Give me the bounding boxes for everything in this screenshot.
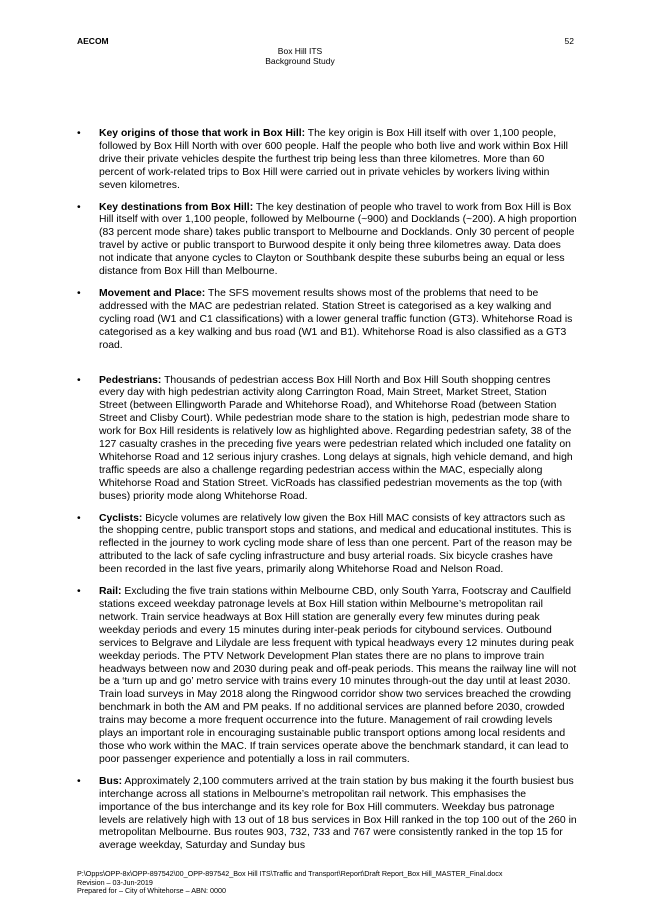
bullet-item-bus	[77, 776, 577, 853]
document-title-line-2: Background Study	[265, 56, 335, 66]
bullet-icon: •	[77, 586, 81, 598]
bullet-icon: •	[77, 775, 81, 787]
footer-revision: Revision – 03-Jun-2019	[77, 877, 153, 887]
bullet-text: Excluding the five train stations within Melbourne CBD, only South Yarra, Footscray and Caulfield stations exceed weekday patronage levels at Box Hill station within Melbourne’s metropolitan rail network. Train service headways at Box Hill station are generally every few minutes during peak weekday periods and every 15 minutes during inter-peak periods for citybound services. Outbound services to Belgrave and Lilydale are less frequent with typical headways every 12 minutes during peak weekday periods. The PTV Network Development Plan states there are no plans to improve train headways between now and 2030 during peak and off-peak periods. This means the railway line will not be a ‘turn up and go’ metro service with trains every 10 minutes through-out the day until at least 2030. Train load surveys in May 2018 along the Ringwood corridor show two services breached the crowding benchmark in both the AM and PM peaks. If no additional services are planned before 2030, crowded trains may become a more frequent occurrence into the future. Management of rail crowding levels plays an important role in encouraging sustainable public transport options among local residents and those who work within the MAC. If train services operate above the benchmark standard, it can lead to poor passenger experience and potentially a loss in rail commuters.	[99, 586, 577, 765]
page-number: 52	[564, 36, 574, 46]
bullet-lead: Bus:	[99, 775, 123, 787]
bullet-lead: Movement and Place:	[99, 287, 206, 299]
bullet-text: The key origin is Box Hill itself with over 1,100 people, followed by Box Hill North with over 600 people. Half the people who both live and work within Box Hill drive their private vehicles despite the furthest trip being less than three kilometres. More than 60 percent of work-related trips to Box Hill were carried out in private vehicles by workers living within seven kilometres.	[99, 128, 568, 191]
footer-prepared-for: Prepared for – City of Whitehorse – ABN: 0000	[77, 886, 227, 896]
bullet-item-key-origins	[77, 128, 577, 193]
bullet-text: Thousands of pedestrian access Box Hill North and Box Hill South shopping centres every day with high pedestrian activity along Carrington Road, Main Street, Market Street, Station Street (between Ellingworth Parade and Whitehorse Road), and Whitehorse Road (between Station Street and Clisby Court). While pedestrian mode share to the station is high, pedestrian mode share to work for Box Hill residents is relatively low as highlighted above. Regarding pedestrian safety, 38 of the 127 casualty crashes in the preceding five years were pedestrian related which included one fatality on Whitehorse Road and 12 serious injury crashes. Long delays at signals, high vehicle demand, and high traffic speeds are also a challenge regarding pedestrian access within the MAC, especially along Whitehorse Road and Station Street. VicRoads has classified pedestrian movements as the top (with buses) priority mode along Whitehorse Road.	[99, 374, 573, 502]
bullet-lead: Key origins of those that work in Box Hill:	[99, 128, 306, 139]
bullet-item-rail	[77, 586, 577, 767]
bullet-lead: Key destinations from Box Hill:	[99, 201, 254, 213]
bullet-text: The key destination of people who travel to work from Box Hill is Box Hill itself with over 1,100 people, followed by Melbourne (~900) and Docklands (~200). A high proportion (83 percent mode share) takes public transport to Melbourne and Docklands. Only 30 percent of people travel by active or public transport to Burwood despite it only being three kilometres away. Data does not indicate that anyone cycles to Clayton or Southbank despite these suburbs being an equal or less distance from Box Hill than Melbourne.	[99, 201, 577, 278]
document-title-line-1: Box Hill ITS	[277, 46, 323, 56]
bullet-text: The SFS movement results shows most of the problems that need to be addressed with the MAC are pedestrian related. Station Street is categorised as a key walking and cycling road (W1 and C1 classifications) with a lower general traffic function (GT3). Whitehorse Road is categorised as a key walking and bus road (W1 and B1). Whitehorse Road is also classified as a GT3 road.	[99, 287, 573, 351]
bullet-lead: Cyclists:	[99, 512, 143, 524]
body-content	[77, 128, 577, 862]
document-title	[230, 46, 370, 66]
bullet-item-pedestrians	[77, 375, 577, 504]
bullet-item-key-destinations	[77, 202, 577, 279]
bullet-icon: •	[77, 512, 81, 524]
bullet-icon: •	[77, 128, 81, 139]
footer-file-path: P:\Opps\OPP-8x\OPP-897542\00_OPP-897542_Box Hill ITS\Traffic and Transport\Report\Draft Report_Box Hill_MASTER_Final.docx	[77, 869, 503, 878]
bullet-lead: Rail:	[99, 586, 122, 598]
page-footer	[77, 870, 502, 896]
bullet-lead: Pedestrians:	[99, 374, 162, 386]
bullet-icon: •	[77, 287, 81, 299]
company-name: AECOM	[77, 36, 109, 46]
bullet-item-cyclists	[77, 513, 577, 578]
bullet-icon: •	[77, 374, 81, 386]
bullet-icon: •	[77, 201, 81, 213]
bullet-text: Approximately 2,100 commuters arrived at the train station by bus making it the fourth busiest bus interchange across all stations in Melbourne’s metropolitan rail network. This emphasises the importance of the bus interchange and its key role for Box Hill commuters. Weekday bus patronage levels are relatively high with 13 out of 18 bus services in Box Hill ranked in the top 100 out of the 260 in metropolitan Melbourne. Bus routes 903, 732, 733 and 767 were consistently ranked in the top 15 for average weekday, Saturday and Sunday bus	[99, 775, 577, 852]
bullet-list	[77, 128, 577, 853]
bullet-item-movement-and-place	[77, 288, 577, 353]
bullet-text: Bicycle volumes are relatively low given the Box Hill MAC consists of key attractors such as the shopping centre, public transport stops and stations, and medical and educational institutes. This is reflected in the journey to work cycling mode share of less than one percent. Part of the reason may be attributed to the lack of safe cycling infrastructure and busy arterial roads. Six bicycle crashes have been recorded in the last five years, primarily along Whitehorse Road and Nelson Road.	[99, 512, 573, 576]
